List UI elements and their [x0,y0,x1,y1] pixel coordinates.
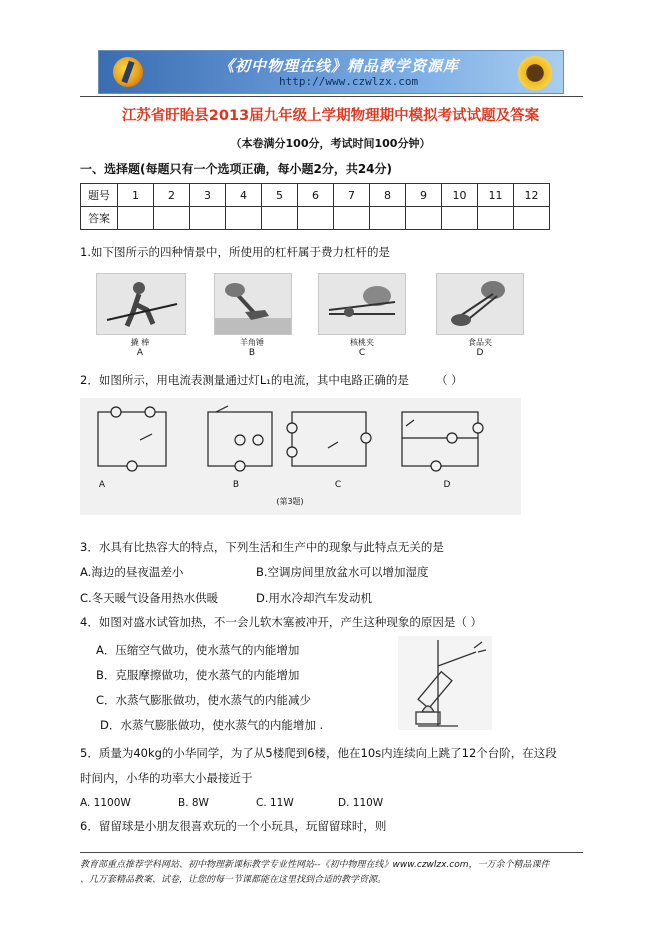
option-c[interactable]: C. 11W [256,797,294,809]
table-cell: 4 [226,184,262,207]
table-row [81,207,550,230]
table-cell: 9 [406,184,442,207]
header-banner [98,50,564,94]
answer-cell[interactable] [514,207,550,230]
document-subtitle: （本卷满分100分，考试时间100分钟） [230,137,431,150]
answer-bracket: （ ） [436,373,463,387]
claw-hammer-image [214,273,292,335]
option-c[interactable]: C．水蒸气膨胀做功，使水蒸气的内能减少 [96,693,312,707]
section-heading: 一、选择题(每题只有一个选项正确，每小题2分，共24分) [80,162,393,176]
image-caption: 羊角锤 [240,338,264,347]
circuit-letter: D [443,480,451,490]
answer-cell[interactable] [406,207,442,230]
table-cell: 3 [190,184,226,207]
table-cell: 12 [514,184,550,207]
answer-cell[interactable] [370,207,406,230]
option-a[interactable]: A.海边的昼夜温差小 [80,565,184,579]
circuit-letter: A [98,480,106,490]
image-caption: 食品夹 [468,338,492,347]
table-cell: 11 [478,184,514,207]
question-5-line2: 时间内，小华的功率大小最接近于 [80,771,253,785]
table-cell: 6 [298,184,334,207]
question-5-line1: 5．质量为40kg的小华同学，为了从5楼爬到6楼，他在10s内连续向上跳了12个台阶，在这段 [80,746,557,760]
answer-cell[interactable] [226,207,262,230]
option-letter: A [136,348,144,358]
table-row [81,184,550,207]
answer-cell[interactable] [262,207,298,230]
option-b[interactable]: B．克服摩擦做功，使水蒸气的内能增加 [96,668,300,682]
option-letter: C [358,348,366,358]
table-cell: 8 [370,184,406,207]
table-cell: 2 [154,184,190,207]
answer-cell[interactable] [154,207,190,230]
tongs-illustration-icon [437,274,523,334]
answer-cell[interactable] [442,207,478,230]
header-divider [80,96,583,97]
table-cell: 7 [334,184,370,207]
option-c[interactable]: C.冬天暖气设备用热水供暖 [80,591,219,605]
nutcracker-illustration-icon [319,274,405,334]
option-b[interactable]: B. 8W [178,797,209,809]
option-d[interactable]: D.用水冷却汽车发动机 [256,591,373,605]
footer-divider [80,852,583,853]
document-title: 江苏省盱眙县2013届九年级上学期物理期中模拟考试试题及答案 [121,108,540,124]
option-letter: B [248,348,256,358]
option-d[interactable]: D．水蒸气膨胀做功，使水蒸气的内能增加 . [100,718,324,732]
test-tube-apparatus-image [398,636,492,730]
option-b[interactable]: B.空调房间里放盆水可以增加湿度 [256,565,429,579]
table-cell: 10 [442,184,478,207]
option-d[interactable]: D. 110W [338,797,384,809]
circuit-letter: C [334,480,342,490]
answer-cell[interactable] [334,207,370,230]
question-6: 6．留留球是小朋友很喜欢玩的一个小玩具，玩留留球时，则 [80,819,387,833]
nutcracker-image [318,273,406,335]
food-tongs-image [436,273,524,335]
crowbar-illustration-icon [97,274,185,334]
table-cell: 5 [262,184,298,207]
question-4: 4．如图对盛水试管加热，不一会儿软木塞被冲开，产生这种现象的原因是（ ） [80,615,482,629]
table-cell: 1 [118,184,154,207]
option-a[interactable]: A. 1100W [80,797,131,809]
banner-title: 《初中物理在线》精品教学资源库 [219,57,460,75]
option-a[interactable]: A．压缩空气做功，使水蒸气的内能增加 [96,643,300,657]
question-3: 3．水具有比热容大的特点，下列生活和生产中的现象与此特点无关的是 [80,540,444,554]
answer-cell[interactable] [478,207,514,230]
image-caption: 核桃夹 [350,338,374,347]
test-tube-heating-icon [398,636,492,730]
crowbar-image [96,273,186,335]
question-1: 1.如下图所示的四种情景中，所使用的杠杆属于费力杠杆的是 [80,245,390,259]
answer-cell[interactable] [190,207,226,230]
answer-table [80,183,550,230]
sunflower-icon [515,53,555,93]
banner-url[interactable]: http://www.czwlzx.com [279,75,419,88]
table-header-cell: 答案 [81,207,118,230]
question-2: 2．如图所示，用电流表测量通过灯L₁的电流，其中电路正确的是 [80,373,409,387]
hammer-illustration-icon [215,274,291,334]
image-caption: 撬 棒 [130,338,150,347]
footer-line-1: 教育部重点推荐学科网站、初中物理新课标教学专业性网站--《初中物理在线》www.czwlzx.com，一万余个精品课件 [80,860,550,870]
table-header-cell: 题号 [81,184,118,207]
answer-cell[interactable] [298,207,334,230]
figure-caption: (第3题) [276,497,304,506]
footer-text [80,858,590,888]
option-letter: D [476,348,484,358]
footer-line-2: 、几万套精品教案、试卷，让您的每一节课都能在这里找到合适的教学资源。 [80,875,387,885]
circuit-letter: B [232,480,240,490]
answer-cell[interactable] [118,207,154,230]
